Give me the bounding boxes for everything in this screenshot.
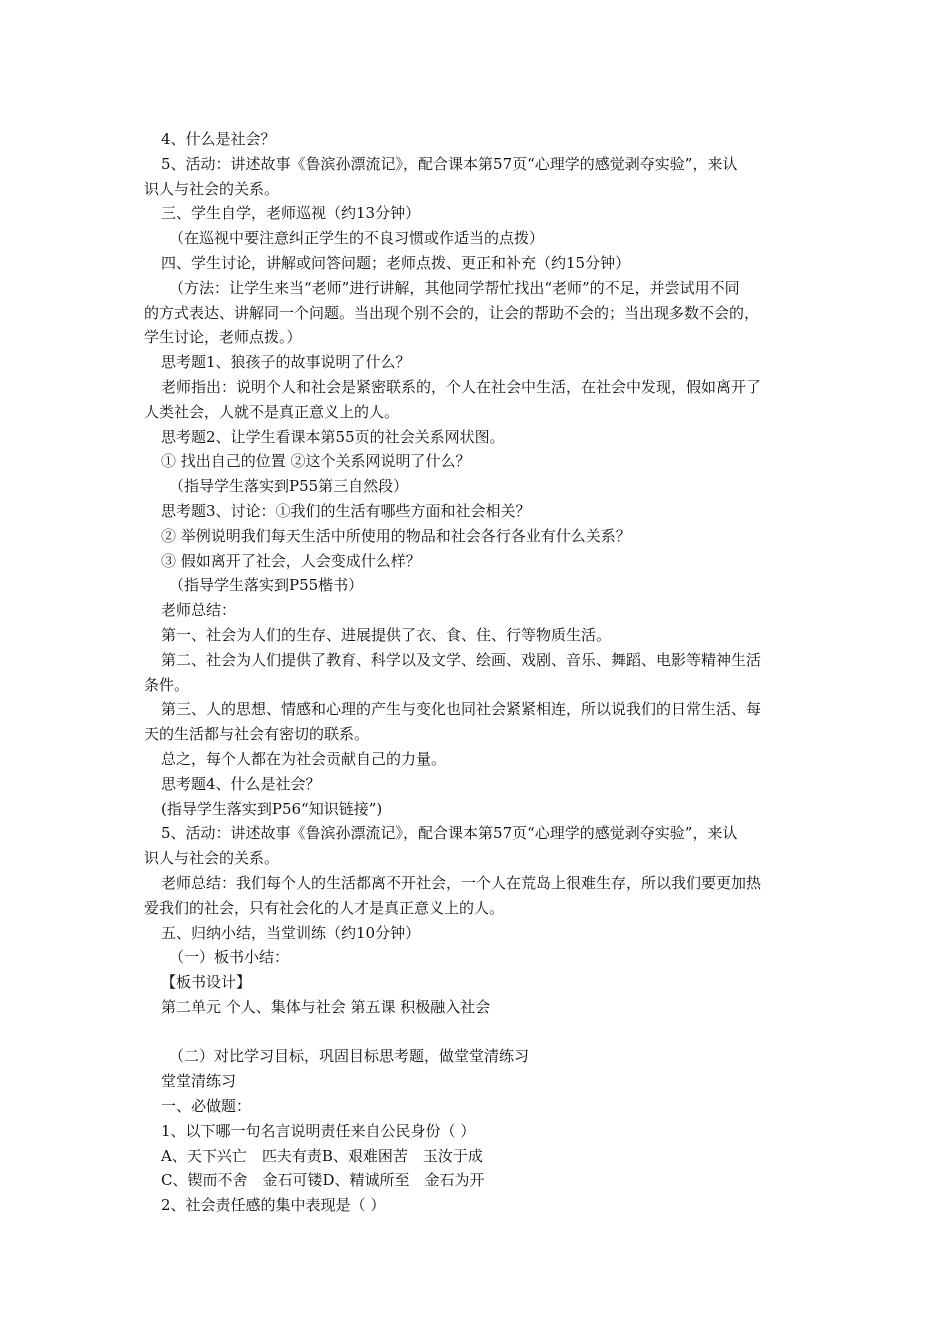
text-line: 老师总结：: [161, 601, 237, 620]
text-line: 识人与社会的关系。: [144, 179, 280, 198]
text-line: 老师总结：我们每个人的生活都离不开社会，一个人在荒岛上很难生存，所以我们要更加热: [161, 873, 762, 892]
text-line: （指导学生落实到P55第三自然段）: [169, 477, 409, 496]
text-line: 第三、人的思想、情感和心理的产生与变化也同社会紧紧相连，所以说我们的日常生活、每: [161, 700, 762, 719]
section-heading: 四、学生讨论，讲解或问答问题；老师点拨、更正和补充（约15分钟）: [161, 253, 631, 272]
question-line: 思考题1、狼孩子的故事说明了什么？: [161, 353, 411, 372]
exercise-options: A、天下兴亡 匹夫有责B、艰难困苦 玉汝于成: [161, 1146, 483, 1165]
exercise-question: 2、社会责任感的集中表现是（ ）: [161, 1196, 386, 1215]
board-design-heading: 【板书设计】: [161, 973, 252, 992]
text-line: ③ 假如离开了社会，人会变成什么样？: [161, 551, 421, 570]
text-line: ① 找出自己的位置 ②这个关系网说明了什么？: [161, 452, 471, 471]
question-line: 思考题4、什么是社会？: [161, 774, 321, 793]
text-line: 4、什么是社会？: [161, 130, 276, 148]
question-line: 思考题3、讨论：①我们的生活有哪些方面和社会相关？: [161, 501, 531, 520]
section-heading: 五、归纳小结，当堂训练（约10分钟）: [161, 923, 421, 942]
exercise-section: 一、必做题：: [161, 1097, 252, 1116]
text-line: (指导学生落实到P56“知识链接”): [161, 799, 383, 818]
text-line: （在巡视中要注意纠正学生的不良习惯或作适当的点拨）: [169, 229, 545, 248]
text-line: 第二、社会为人们提供了教育、科学以及文学、绘画、戏剧、音乐、舞蹈、电影等精神生活: [161, 650, 762, 669]
document-page: [144, 127, 806, 1218]
text-line: 识人与社会的关系。: [144, 849, 280, 868]
text-line: 老师指出：说明个人和社会是紧密联系的，个人在社会中生活，在社会中发现，假如离开了: [161, 377, 762, 396]
exercise-options: C、锲而不舍 金石可镂D、精诚所至 金石为开: [161, 1171, 485, 1190]
text-line: 总之，每个人都在为社会贡献自己的力量。: [161, 749, 447, 768]
board-design-content: 第二单元 个人、集体与社会 第五课 积极融入社会: [161, 997, 491, 1016]
text-line: 的方式表达、讲解同一个问题。当出现个别不会的，让会的帮助不会的；当出现多数不会的，: [144, 303, 760, 322]
text-line: （二）对比学习目标，巩固目标思考题，做堂堂清练习: [169, 1047, 530, 1066]
text-line: ② 举例说明我们每天生活中所使用的物品和社会各行各业有什么关系？: [161, 526, 631, 545]
exercise-title: 堂堂清练习: [161, 1072, 237, 1091]
text-line: （方法：让学生来当“老师”进行讲解，其他同学帮忙找出“老师”的不足，并尝试用不同: [169, 278, 740, 297]
exercise-question: 1、以下哪一句名言说明责任来自公民身份（ ）: [161, 1121, 476, 1140]
text-line: （一）板书小结：: [169, 948, 290, 967]
text-line: 第一、社会为人们的生存、进展提供了衣、食、住、行等物质生活。: [161, 625, 612, 644]
text-line: 5、活动：讲述故事《鲁滨孙漂流记》，配合课本第57页“心理学的感觉剥夺实验”，来认: [161, 824, 738, 843]
text-line: （指导学生落实到P55楷书）: [169, 576, 364, 595]
blank-line: [144, 1020, 806, 1045]
text-line: 学生讨论，老师点拨。）: [144, 328, 302, 347]
text-line: 爱我们的社会，只有社会化的人才是真正意义上的人。: [144, 898, 505, 917]
question-line: 思考题2、让学生看课本第55页的社会关系网状图。: [161, 427, 505, 446]
text-line: 5、活动：讲述故事《鲁滨孙漂流记》，配合课本第57页“心理学的感觉剥夺实验”，来认: [161, 154, 738, 173]
text-line: 人类社会，人就不是真正意义上的人。: [144, 402, 400, 421]
text-line: 天的生活都与社会有密切的联系。: [144, 725, 370, 744]
section-heading: 三、学生自学，老师巡视（约13分钟）: [161, 204, 421, 223]
text-line: 条件。: [144, 675, 190, 694]
